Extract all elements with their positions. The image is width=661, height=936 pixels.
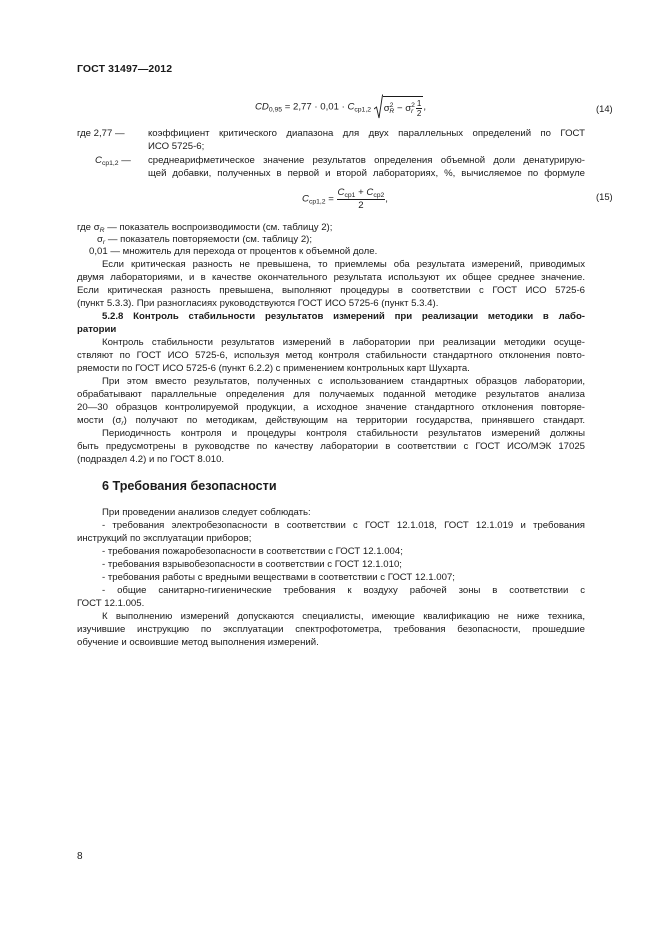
- section-6-final-line3: обучение и освоившие метод выполнения измерений.: [77, 637, 319, 648]
- page-number: 8: [77, 851, 83, 862]
- section-6-final-line1: К выполнению измерений допускаются специалисты, имеющие квалификацию не ниже техника,: [102, 611, 585, 622]
- definition-277-line2: ИСО 5725-6;: [148, 141, 205, 152]
- section-528-p1-line3: ряемости по ГОСТ ИСО 5725-6 (пункт 6.2.2) с применением контрольных карт Шухарта.: [77, 363, 470, 374]
- formula-14: $CD_{0,95} = 2,77 \cdot 0,01 \cdot C_{ср1,2}$ $\sigma^2_R - \sigma^2_r$ $\frac{1}{2}$ ,: [255, 94, 426, 120]
- section-6-intro: При проведении анализов следует соблюдать:: [102, 507, 311, 518]
- section-6-item5-line1: - общие санитарно-гигиенические требования к воздуху рабочей зоны в соответствии с: [102, 585, 585, 596]
- section-6-item1-line2: инструкций по эксплуатации приборов;: [77, 533, 252, 544]
- section-528-title-line2: ратории: [77, 324, 117, 335]
- fraction-ccp-average: $\frac{C_{ср1} + C_{ср2}}{2}$: [337, 187, 385, 211]
- section-528-title-line1: 5.2.8 Контроль стабильности результатов измерений при реализации методики в лабо-: [102, 311, 585, 322]
- definition-ccp-term: $C_{ср1,2}$ —: [95, 155, 131, 167]
- section-6-final-line2: изучившие инструкцию по эксплуатации спектрофотометра, требования безопасности, прошедшие: [77, 624, 585, 635]
- definition-sigma-r-big: где $\sigma_R$ — показатель воспроизводимости (см. таблицу 2);: [77, 222, 333, 234]
- para-crit-line4: (пункт 5.3.3). При разногласиях руководствуются ГОСТ ИСО 5725-6 (пункт 5.3.4).: [77, 298, 439, 309]
- para-crit-line1: Если критическая разность не превышена, то приемлемы оба результата измерений, приводимых: [102, 259, 585, 270]
- definition-277-line1: коэффициент критического диапазона для двух параллельных определений по ГОСТ: [148, 128, 585, 139]
- section-528-p2-line1: При этом вместо результатов, полученных с использованием стандартных образцов лаборатории,: [102, 376, 585, 387]
- section-528-p3-line1: Периодичность контроля и процедуры контроля стабильности результатов измерений должны: [102, 428, 585, 439]
- section-6-item5-line2: ГОСТ 12.1.005.: [77, 598, 145, 609]
- definition-multiplier: 0,01 — множитель для перехода от процентов к объемной доле.: [89, 246, 378, 257]
- formula-15: $C_{ср1,2}$ = $\frac{C_{ср1} + C_{ср2}}{2}$ ,: [302, 187, 388, 211]
- section-6-item1-line1: - требования электробезопасности в соответствии с ГОСТ 12.1.018, ГОСТ 12.1.019 и требования: [102, 520, 585, 531]
- section-6-item3: - требования взрывобезопасности в соответствии с ГОСТ 12.1.010;: [102, 559, 402, 570]
- section-528-p2-line2: обрабатывают параллельные определения для получаемых поданной методике результатов анализа: [77, 389, 585, 400]
- para-crit-line3: Если критическая разность превышена, выполняют процедуры в соответствии с ГОСТ ИСО 5725-6: [77, 285, 585, 296]
- section-528-p3-line2: быть предусмотрены в руководстве по качеству лаборатории в соответствии с ГОСТ ИСО/МЭК 17025: [77, 441, 585, 452]
- definition-ccp-line1: среднеарифметическое значение результатов определения объемной доли денатурирую-: [148, 155, 585, 166]
- section-6-heading: 6 Требования безопасности: [102, 479, 277, 493]
- sqrt-radical: $\sigma^2_R - \sigma^2_r$ $\frac{1}{2}$: [374, 94, 424, 120]
- definition-277-term: где 2,77 —: [77, 128, 125, 139]
- section-528-p1-line2: ствляют по ГОСТ ИСО 5725-6, используя метод контроля стабильности стандартного отклонения повто-: [77, 350, 585, 361]
- equation-number-14: (14): [596, 103, 613, 114]
- section-528-p2-line4: мости $(\sigma_r)$ получают по методикам, действующим на территории государства, принявшего стандарт.: [77, 415, 585, 427]
- fraction-one-half: $\frac{1}{2}$: [416, 99, 422, 118]
- section-528-p1-line1: Контроль стабильности результатов измерений в лаборатории при реализации методики осуще-: [102, 337, 585, 348]
- document-header: ГОСТ 31497—2012: [77, 63, 173, 75]
- equation-number-15: (15): [596, 191, 613, 202]
- definition-sigma-r-small: $\sigma_r$ — показатель повторяемости (см. таблицу 2);: [97, 234, 313, 246]
- section-6-item2: - требования пожаробезопасности в соответствии с ГОСТ 12.1.004;: [102, 546, 403, 557]
- definition-ccp-line2: щей добавки, полученных в первой и второй лабораториях, %, вычисляемое по формуле: [148, 168, 585, 179]
- para-crit-line2: двумя лабораториями, и в качестве окончательного результата используют их общее среднее значение.: [77, 272, 585, 283]
- section-528-p2-line3: 20—30 образцов контролируемой продукции, а исходное значение стандартного отклонения повторяе-: [77, 402, 585, 413]
- section-6-item4: - требования работы с вредными веществами в соответствии с ГОСТ 12.1.007;: [102, 572, 455, 583]
- section-528-p3-line3: (подраздел 4.2) и по ГОСТ 8.010.: [77, 454, 225, 465]
